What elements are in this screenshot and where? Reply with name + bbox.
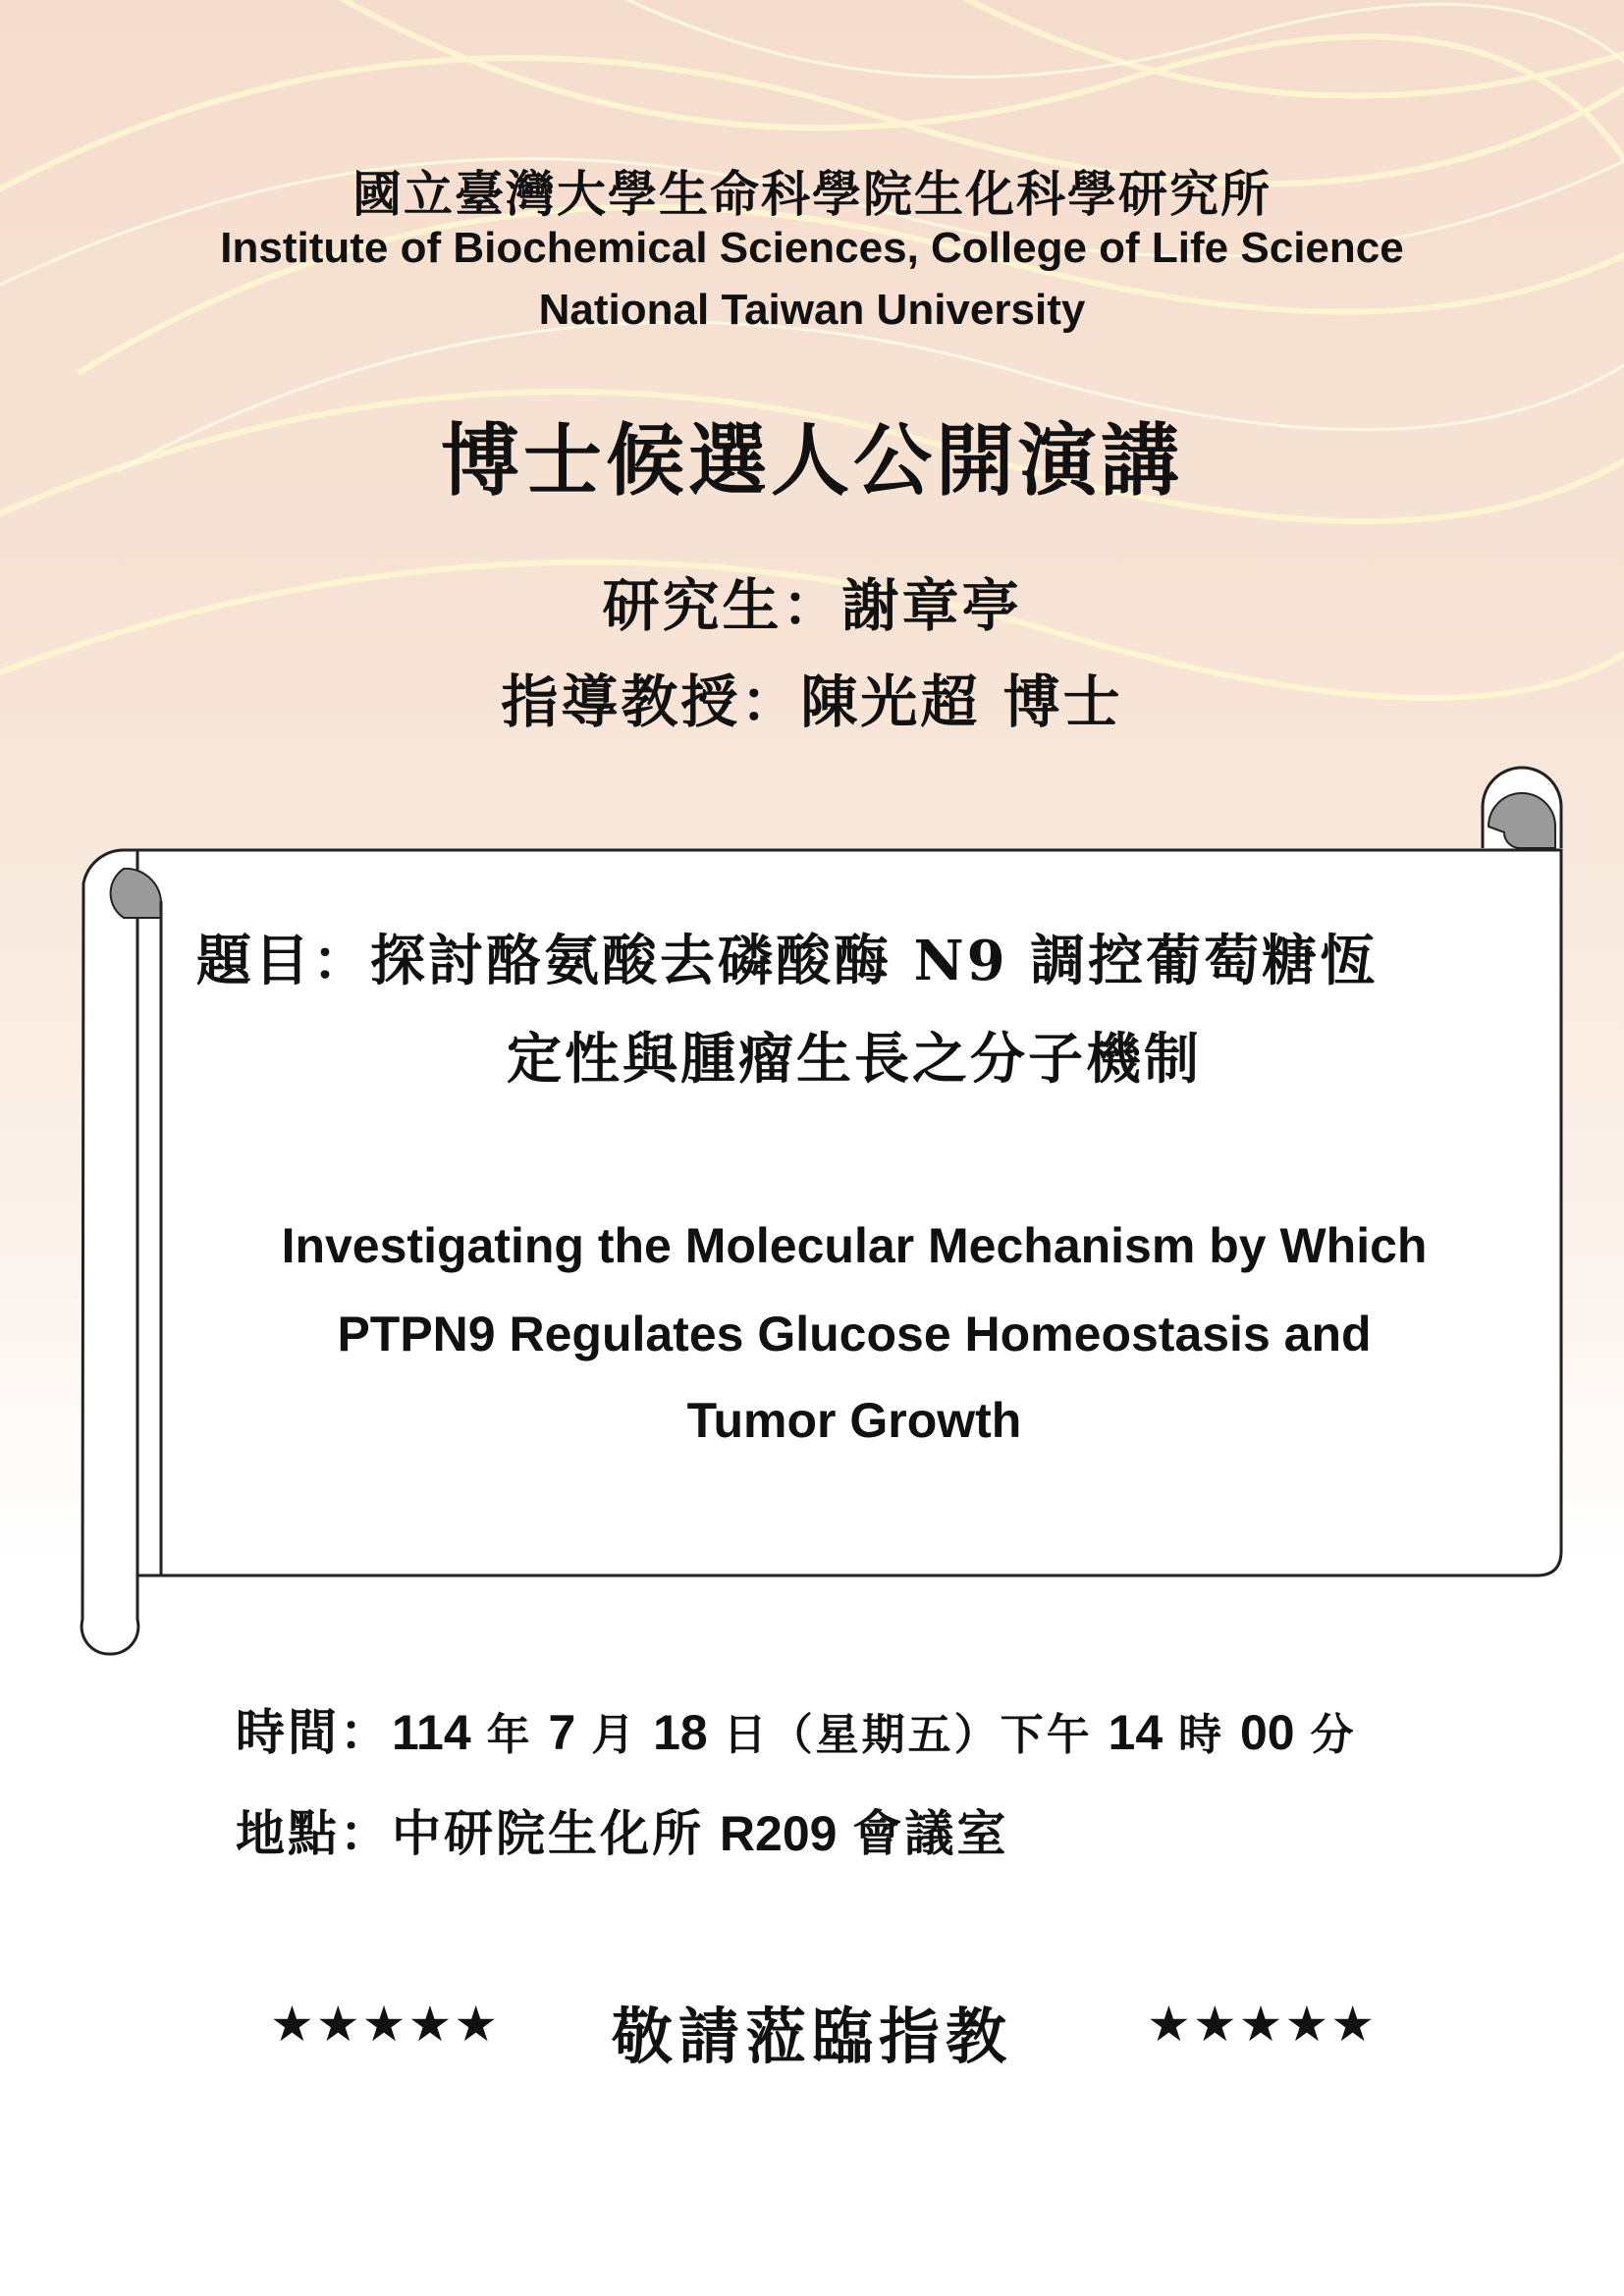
- event-time: [236, 1693, 1357, 1764]
- topic-chinese-line-1: 題目：探討酪氨酸去磷酸酶 N9 調控葡萄糖恆: [196, 929, 1379, 993]
- hour-unit: 時: [1178, 1710, 1225, 1760]
- month-unit: 月: [591, 1710, 638, 1760]
- place-name: 中研院生化所: [392, 1804, 704, 1862]
- topic-chinese-line-2: 定性與腫瘤生長之分子機制: [507, 1027, 1202, 1092]
- event-title: 博士候選人公開演講: [441, 414, 1183, 507]
- day-unit: 日: [723, 1710, 770, 1760]
- institute-name-english: Institute of Biochemical Sciences, College of Life Science: [220, 224, 1404, 272]
- room-suffix: 會議室: [852, 1804, 1009, 1862]
- topic-english-line-1: Investigating the Molecular Mechanism by Which: [281, 1218, 1428, 1273]
- room-number: R209: [719, 1806, 838, 1861]
- institute-name-chinese: 國立臺灣大學生命科學院生化科學研究所: [352, 165, 1272, 223]
- time-label: 時間：: [236, 1703, 392, 1761]
- year-unit: 年: [486, 1710, 533, 1760]
- day-value: 18: [653, 1705, 708, 1760]
- student-name: 研究生：謝章亭: [602, 572, 1022, 639]
- year-value: 114: [392, 1705, 471, 1760]
- topic-english-line-3: Tumor Growth: [686, 1393, 1022, 1448]
- star-rating-icon-left: ★★★★★: [270, 1996, 501, 2053]
- minute-value: 00: [1239, 1705, 1295, 1760]
- weekday: （星期五）: [769, 1710, 1001, 1760]
- hour-value: 14: [1108, 1705, 1164, 1760]
- closing-line: [0, 1988, 1624, 2072]
- period: 下午: [1000, 1710, 1093, 1760]
- event-location: [236, 1794, 1008, 1865]
- closing-invitation: 敬請蒞臨指教: [611, 2001, 1012, 2072]
- advisor-name: 指導教授：陳光超 博士: [501, 668, 1123, 735]
- university-name-english: National Taiwan University: [538, 286, 1086, 334]
- place-label: 地點：: [236, 1804, 392, 1862]
- month-value: 7: [548, 1705, 576, 1760]
- minute-unit: 分: [1310, 1710, 1357, 1760]
- topic-english-line-2: PTPN9 Regulates Glucose Homeostasis and: [337, 1307, 1372, 1362]
- star-rating-icon-right: ★★★★★: [1147, 1996, 1378, 2053]
